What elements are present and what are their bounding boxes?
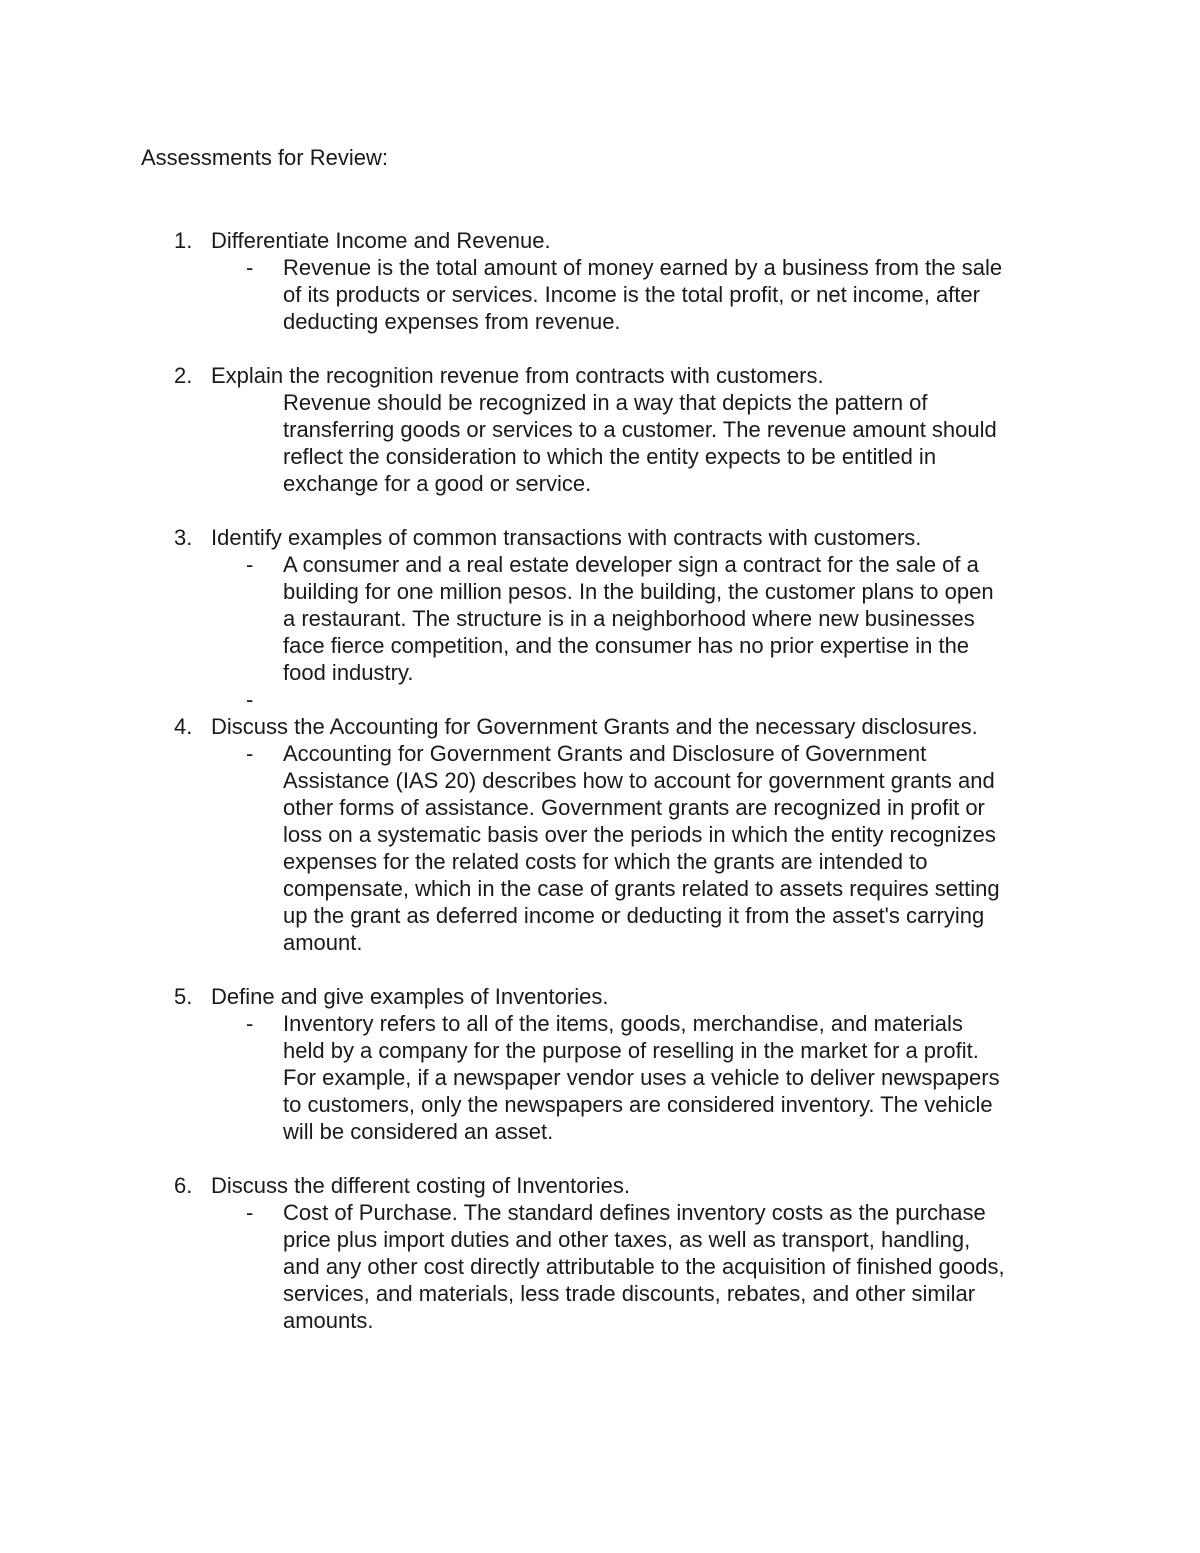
- question-text: Discuss the Accounting for Government Grants and the necessary disclosures.: [211, 714, 978, 739]
- answer-line: Revenue should be recognized in a way that depicts the pattern of: [283, 390, 928, 415]
- answer-line: exchange for a good or service.: [283, 471, 592, 496]
- list-item: [0, 362, 1200, 497]
- item-number: 5.: [174, 984, 193, 1009]
- list-item: [0, 524, 1200, 713]
- dash-marker: -: [246, 1011, 254, 1036]
- answer-line: amount.: [283, 930, 363, 955]
- answer-block: [0, 740, 1200, 956]
- question-row: [0, 1172, 1200, 1199]
- answer-line: Assistance (IAS 20) describes how to account for government grants and: [283, 768, 995, 793]
- question-row: [0, 524, 1200, 551]
- answer-line: compensate, which in the case of grants related to assets requires setting: [283, 876, 1000, 901]
- answer-line: Cost of Purchase. The standard defines inventory costs as the purchase: [283, 1200, 986, 1225]
- answer-line: a restaurant. The structure is in a neighborhood where new businesses: [283, 606, 975, 631]
- answer-line: amounts.: [283, 1308, 374, 1333]
- answer-line: Revenue is the total amount of money earned by a business from the sale: [283, 255, 1003, 280]
- answer-line: face fierce competition, and the consumer has no prior expertise in the: [283, 633, 970, 658]
- list-item: [0, 983, 1200, 1145]
- answer-line: food industry.: [283, 660, 414, 685]
- answer-line: and any other cost directly attributable to the acquisition of finished goods,: [283, 1254, 1005, 1279]
- document-title: Assessments for Review:: [141, 145, 388, 170]
- dash-marker: -: [246, 741, 254, 766]
- empty-bullet-row: [0, 686, 1200, 713]
- answer-block: [0, 254, 1200, 335]
- question-text: Define and give examples of Inventories.: [211, 984, 609, 1009]
- list-item: [0, 1172, 1200, 1334]
- item-number: 1.: [174, 228, 193, 253]
- answer-line: building for one million pesos. In the building, the customer plans to open: [283, 579, 994, 604]
- question-list: [0, 227, 1200, 1361]
- question-row: [0, 227, 1200, 254]
- list-item: [0, 227, 1200, 335]
- answer-line: A consumer and a real estate developer sign a contract for the sale of a: [283, 552, 979, 577]
- answer-line: loss on a systematic basis over the periods in which the entity recognizes: [283, 822, 996, 847]
- item-number: 3.: [174, 525, 193, 550]
- item-number: 4.: [174, 714, 193, 739]
- answer-line: For example, if a newspaper vendor uses a vehicle to deliver newspapers: [283, 1065, 1000, 1090]
- answer-block: [0, 389, 1200, 497]
- list-item: [0, 713, 1200, 956]
- answer-line: to customers, only the newspapers are considered inventory. The vehicle: [283, 1092, 993, 1117]
- answer-line: reflect the consideration to which the entity expects to be entitled in: [283, 444, 937, 469]
- answer-line: up the grant as deferred income or deducting it from the asset's carrying: [283, 903, 985, 928]
- answer-line: Accounting for Government Grants and Disclosure of Government: [283, 741, 927, 766]
- dash-marker: -: [246, 687, 254, 712]
- answer-block: [0, 551, 1200, 686]
- answer-line: held by a company for the purpose of reselling in the market for a profit.: [283, 1038, 979, 1063]
- question-text: Explain the recognition revenue from contracts with customers.: [211, 363, 824, 388]
- question-text: Discuss the different costing of Inventories.: [211, 1173, 631, 1198]
- question-row: [0, 362, 1200, 389]
- answer-line: Inventory refers to all of the items, goods, merchandise, and materials: [283, 1011, 963, 1036]
- answer-line: will be considered an asset.: [283, 1119, 554, 1144]
- dash-marker: -: [246, 552, 254, 577]
- answer-line: expenses for the related costs for which the grants are intended to: [283, 849, 928, 874]
- answer-line: transferring goods or services to a customer. The revenue amount should: [283, 417, 997, 442]
- item-number: 6.: [174, 1173, 193, 1198]
- answer-line: other forms of assistance. Government grants are recognized in profit or: [283, 795, 985, 820]
- question-row: [0, 983, 1200, 1010]
- question-text: Identify examples of common transactions with contracts with customers.: [211, 525, 922, 550]
- question-text: Differentiate Income and Revenue.: [211, 228, 551, 253]
- dash-marker: -: [246, 255, 254, 280]
- dash-marker: -: [246, 1200, 254, 1225]
- answer-block: [0, 1199, 1200, 1334]
- item-number: 2.: [174, 363, 193, 388]
- answer-line: services, and materials, less trade discounts, rebates, and other similar: [283, 1281, 976, 1306]
- answer-line: price plus import duties and other taxes, as well as transport, handling,: [283, 1227, 971, 1252]
- answer-line: of its products or services. Income is the total profit, or net income, after: [283, 282, 980, 307]
- answer-block: [0, 1010, 1200, 1145]
- answer-line: deducting expenses from revenue.: [283, 309, 621, 334]
- question-row: [0, 713, 1200, 740]
